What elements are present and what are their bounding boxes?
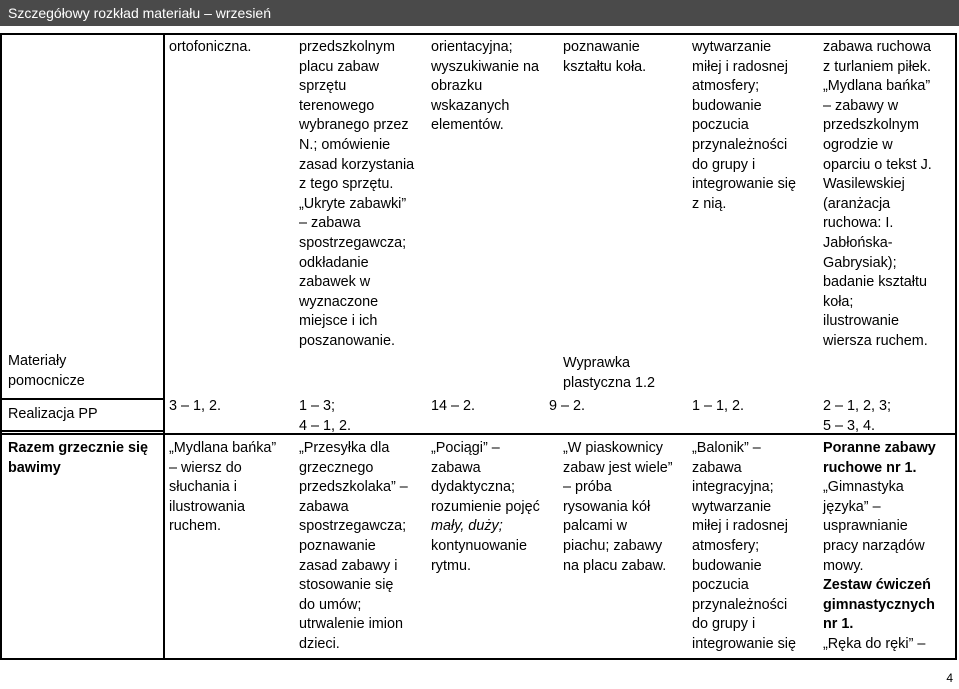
razem-col7: Poranne zabawy ruchowe nr 1. „Gimnastyka języka” – usprawnianie pracy narządów mowy. Zestaw ćwiczeń gimnastycznych nr 1. „Ręka do ręki” –	[823, 440, 936, 652]
top-row-col6: wytwarzanie miłej i radosnej atmosfery; budowanie poczucia przynależności do grupy i integrowanie się z nią.	[692, 39, 796, 212]
top-row-col5: poznawanie kształtu koła.	[563, 39, 647, 75]
table-border-left	[0, 33, 2, 660]
realizacja-col4: 14 – 2.	[431, 398, 476, 414]
realizacja-col5: 9 – 2.	[549, 398, 586, 414]
realizacja-col6: 1 – 1, 2.	[692, 398, 745, 414]
column-divider	[163, 33, 165, 660]
row-divider	[0, 398, 163, 400]
realizacja-col3: 1 – 3; 4 – 1, 2.	[299, 398, 352, 434]
realizacja-col2: 3 – 1, 2.	[169, 398, 222, 414]
top-row-col4: orientacyjna; wyszukiwanie na obrazku wskazanych elementów.	[431, 39, 539, 134]
page-number: 4	[946, 671, 953, 685]
razem-col3: „Przesyłka dla grzecznego przedszkolaka” – zabawa spostrzegawcza; poznawanie zasad zabawy i stosowanie się do umów; utrwalenie imion dzieci.	[299, 440, 408, 652]
top-row-col7: zabawa ruchowa z turlaniem piłek. „Mydlana bańka” – zabawy w przedszkolnym ogrodzie w oparciu o tekst J. Wasilewskiej (aranżacja ruchowa: I. Jabłońska- Gabrysiak); badanie kształtu koła; ilustrowanie wiersza ruchem.	[823, 39, 932, 349]
table-border-right	[955, 33, 957, 660]
schedule-table	[0, 33, 959, 660]
razem-col6: „Balonik” – zabawa integracyjna; wytwarzanie miłej i radosnej atmosfery; budowanie poczucia przynależności do grupy i integrowanie się	[692, 440, 796, 652]
realizacja-col7: 2 – 1, 2, 3; 5 – 3, 4.	[823, 398, 892, 434]
header-title: Szczegółowy rozkład materiału – wrzesień	[8, 5, 271, 21]
razem-col2: „Mydlana bańka” – wiersz do słuchania i ilustrowania ruchem.	[169, 440, 277, 535]
row-divider	[0, 430, 163, 432]
document-header	[0, 0, 959, 26]
top-row-col2: ortofoniczna.	[169, 39, 252, 55]
top-row-col3: przedszkolnym placu zabaw sprzętu terenowego wybranego przez N.; omówienie zasad korzystania z tego sprzętu. „Ukryte zabawki” – zabawa spostrzegawcza; odkładanie zabawek w wyznaczone miejsce i ich poszanowanie.	[299, 39, 415, 349]
realizacja-label: Realizacja PP	[8, 406, 98, 422]
razem-col4: „Pociągi” – zabawa dydaktyczna; rozumienie pojęć mały, duży; kontynuowanie rytmu.	[431, 440, 540, 574]
table-border-bottom	[0, 658, 957, 660]
razem-label: Razem grzecznie się bawimy	[8, 440, 148, 476]
razem-col5: „W piaskownicy zabaw jest wiele” – próba rysowania kół palcami w piachu; zabawy na placu zabaw.	[563, 440, 673, 574]
materialy-label: Materiały pomocnicze	[8, 353, 85, 389]
materialy-col5: Wyprawka plastyczna 1.2	[563, 355, 655, 391]
row-divider	[0, 433, 957, 435]
table-border-top	[0, 33, 957, 35]
